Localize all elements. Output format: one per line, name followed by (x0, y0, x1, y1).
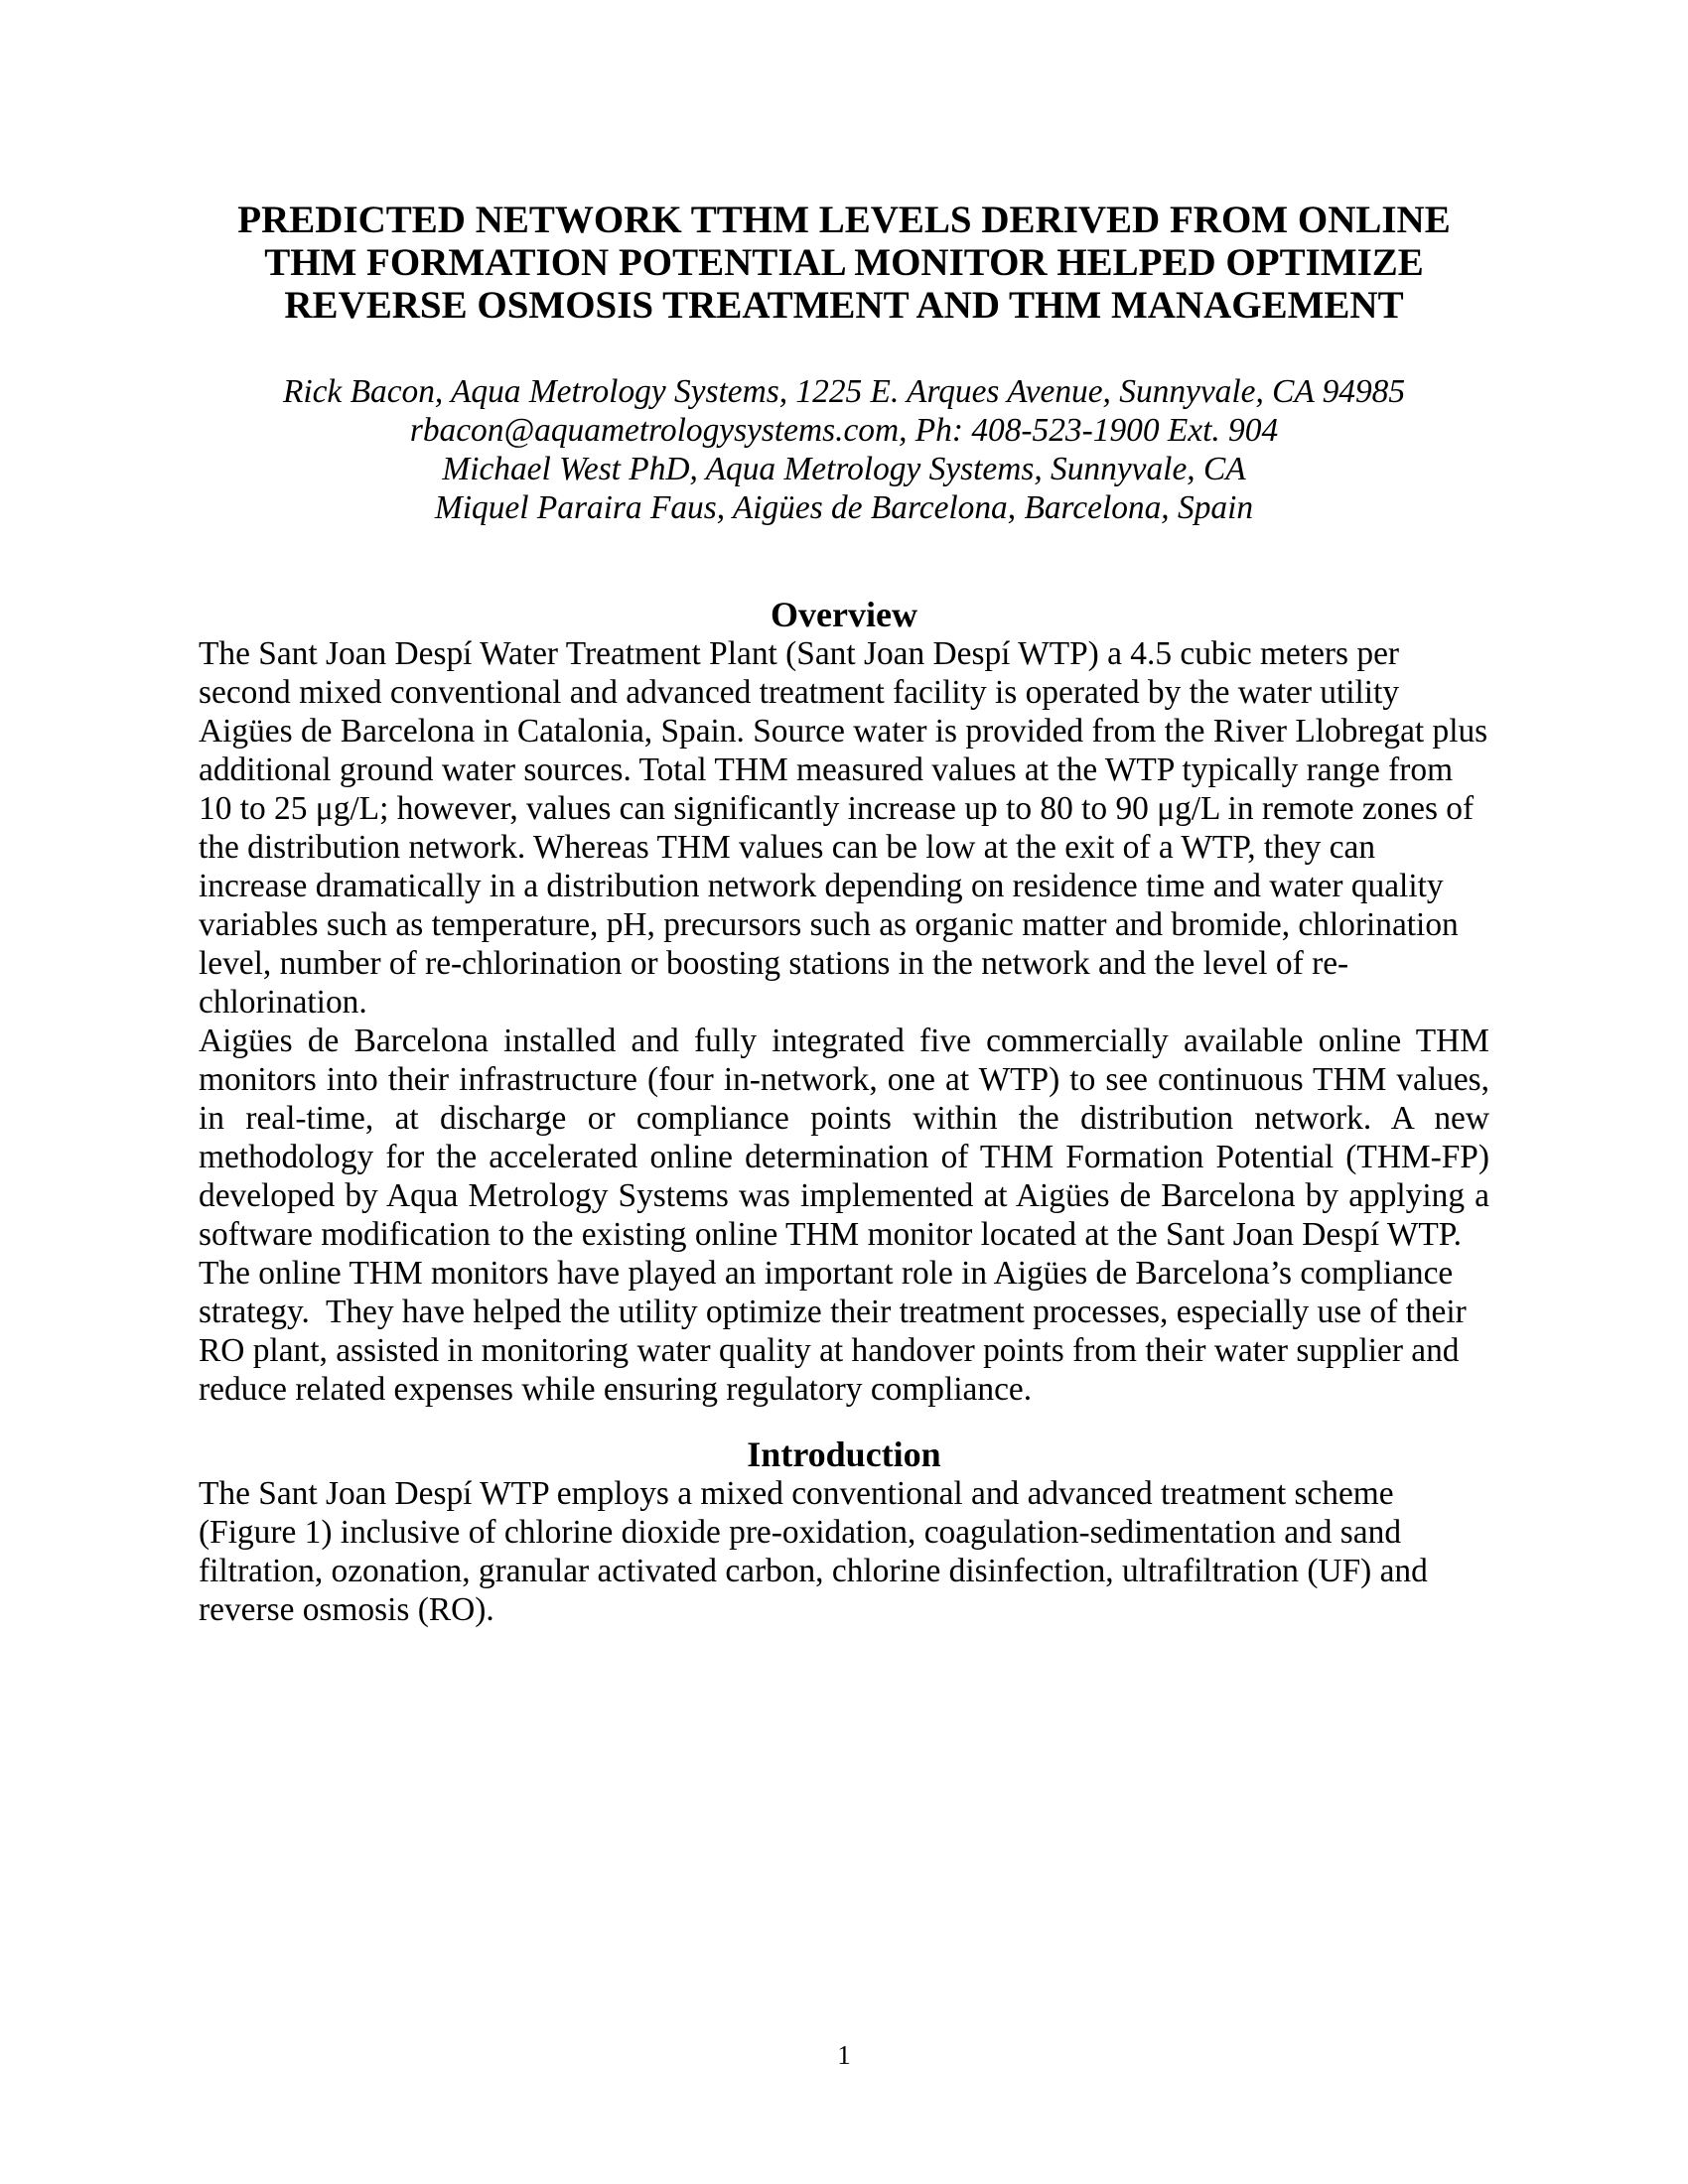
page-number: 1 (837, 2040, 851, 2070)
section-heading-introduction: Introduction (747, 1434, 941, 1474)
title-line: REVERSE OSMOSIS TREATMENT AND THM MANAGEMENT (284, 284, 1404, 327)
overview-paragraph-2: Aigües de Barcelona installed and fully integrated five commercially available online THM monitors into their infrastructure (four in-network, one at WTP) to see continuous THM values, in real-time, at discharge or compliance points within the distribution network. A new methodology for the accelerated online determination of THM Formation Potential (THM-FP) developed by Aqua Metrology Systems was implemented at Aigües de Barcelona by applying a software modification to the existing online THM monitor located at the Sant Joan Despí WTP. (199, 1023, 1489, 1253)
author-line: Michael West PhD, Aqua Metrology Systems, Sunnyvale, CA (442, 451, 1246, 487)
overview-paragraph-3: The online THM monitors have played an important role in Aigües de Barcelona’s compliance strategy. They have helped the utility optimize their treatment processes, especially use of their RO plant, assisted in monitoring water quality at handover points from their water supplier and reduce related expenses while ensuring regulatory compliance. (199, 1255, 1476, 1408)
title-line: PREDICTED NETWORK TTHM LEVELS DERIVED FROM ONLINE (237, 199, 1451, 241)
overview-paragraph-1: The Sant Joan Despí Water Treatment Plant (Sant Joan Despí WTP) a 4.5 cubic meters per second mixed conventional and advanced treatment facility is operated by the water utility Aigües de Barcelona in Catalonia, Spain. Source water is provided from the River Llobregat plus additional ground water sources. Total THM measured values at the WTP typically range from 10 to 25 μg/L; however, values can significantly increase up to 80 to 90 μg/L in remote zones of the distribution network. Whereas THM values can be low at the exit of a WTP, they can increase dramatically in a distribution network depending on residence time and water quality variables such as temperature, pH, precursors such as organic matter and bromide, chlorination level, number of re-chlorination or boosting stations in the network and the level of re-chlorination. (199, 635, 1496, 1021)
author-block (199, 372, 1489, 527)
section-heading-overview: Overview (771, 595, 917, 634)
author-line: Miquel Paraira Faus, Aigües de Barcelona, Barcelona, Spain (434, 489, 1254, 526)
paper-title (199, 199, 1489, 327)
title-line: THM FORMATION POTENTIAL MONITOR HELPED OPTIMIZE (264, 241, 1424, 284)
author-line: Rick Bacon, Aqua Metrology Systems, 1225 E. Arques Avenue, Sunnyvale, CA 94985 (282, 373, 1406, 410)
introduction-paragraph-1: The Sant Joan Despí WTP employs a mixed conventional and advanced treatment scheme (Figure 1) inclusive of chlorine dioxide pre-oxidation, coagulation-sedimentation and sand filtration, ozonation, granular activated carbon, chlorine disinfection, ultrafiltration (UF) and reverse osmosis (RO). (199, 1475, 1437, 1628)
author-line: rbacon@aquametrologysystems.com, Ph: 408-523-1900 Ext. 904 (409, 412, 1279, 449)
